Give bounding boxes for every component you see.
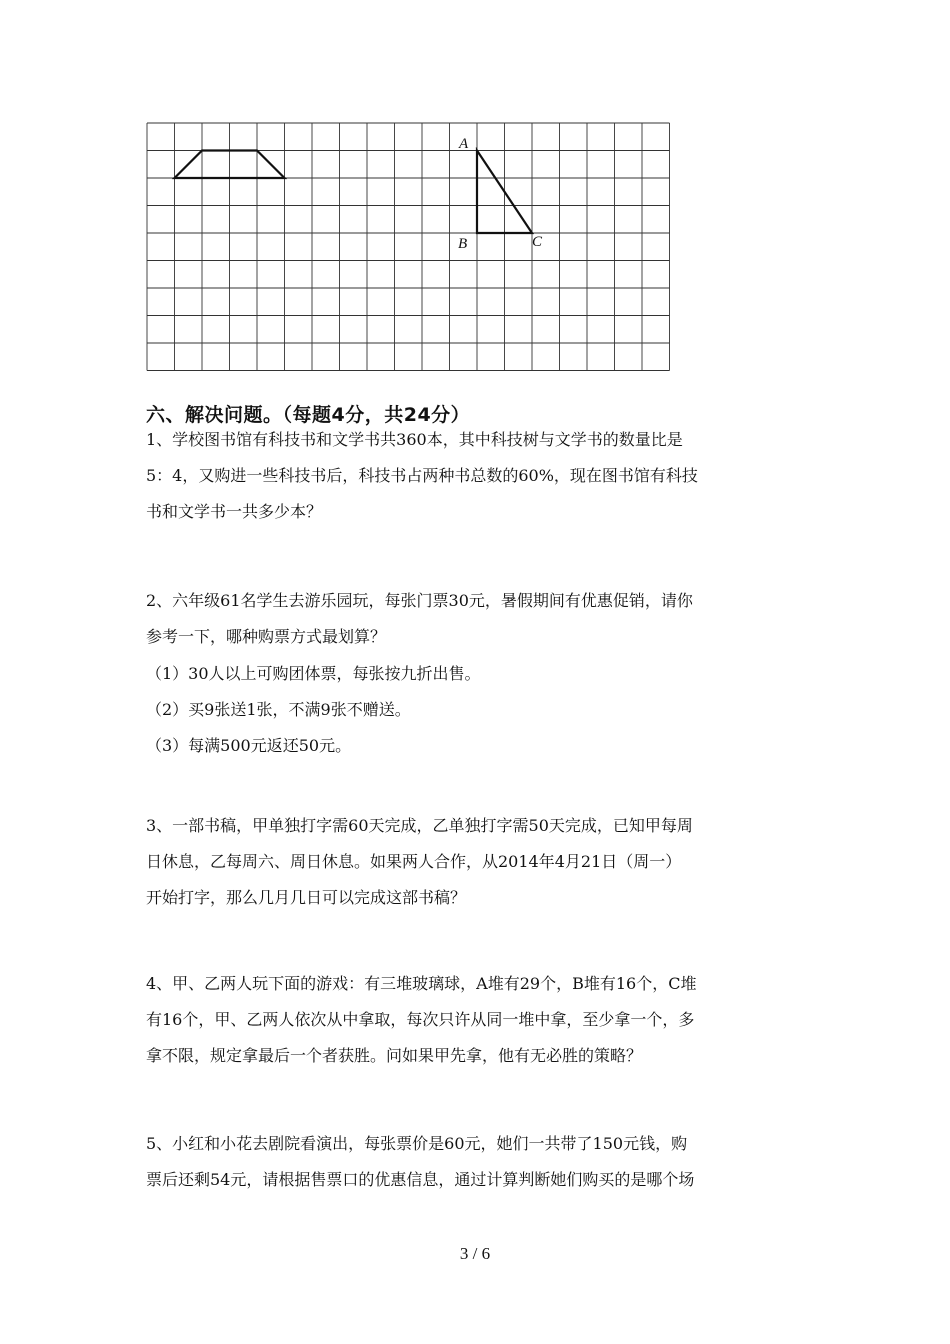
- grid-lines: [147, 123, 670, 371]
- question-1-line-1: 1、学校图书馆有科技书和文学书共360本，其中科技树与文学书的数量比是: [146, 430, 683, 449]
- question-2-line-2: 参考一下，哪种购票方式最划算？: [146, 627, 387, 646]
- question-2-option-1: （1）30人以上可购团体票，每张按九折出售。: [146, 664, 481, 683]
- vertex-label-c: C: [532, 234, 543, 250]
- page-number: 3 / 6: [459, 1244, 491, 1263]
- question-3-line-3: 开始打字，那么几月几日可以完成这部书稿？: [146, 888, 467, 907]
- section-title: 六、解决问题。（每题4分，共24分）: [146, 404, 471, 426]
- question-4-line-3: 拿不限，规定拿最后一个者获胜。问如果甲先拿，他有无必胜的策略？: [146, 1046, 643, 1065]
- question-1-line-3: 书和文学书一共多少本？: [146, 502, 323, 521]
- question-1: [146, 422, 806, 530]
- question-5: [146, 1126, 806, 1198]
- grid-figure: [140, 118, 670, 380]
- question-2-option-3: （3）每满500元返还50元。: [146, 736, 352, 755]
- vertex-label-a: A: [459, 136, 469, 152]
- question-4: [146, 966, 806, 1074]
- question-2-line-1: 2、六年级61名学生去游乐园玩，每张门票30元，暑假期间有优惠促销，请你: [146, 591, 693, 610]
- question-1-line-2: 5：4，又购进一些科技书后，科技书占两种书总数的60%，现在图书馆有科技: [146, 466, 698, 485]
- question-3: [146, 808, 806, 916]
- question-2-option-2: （2）买9张送1张，不满9张不赠送。: [146, 700, 411, 719]
- question-5-line-1: 5、小红和小花去剧院看演出，每张票价是60元，她们一共带了150元钱，购: [146, 1134, 688, 1153]
- question-4-line-1: 4、甲、乙两人玩下面的游戏：有三堆玻璃球，A堆有29个，B堆有16个，C堆: [146, 974, 697, 993]
- question-3-line-2: 日休息，乙每周六、周日休息。如果两人合作，从2014年4月21日（周一）: [146, 852, 682, 871]
- question-5-line-2: 票后还剩54元，请根据售票口的优惠信息，通过计算判断她们购买的是哪个场: [146, 1170, 695, 1189]
- vertex-label-b: B: [458, 236, 468, 252]
- question-4-line-2: 有16个，甲、乙两人依次从中拿取，每次只许从同一堆中拿，至少拿一个，多: [146, 1010, 695, 1029]
- question-2: [146, 583, 806, 655]
- question-3-line-1: 3、一部书稿，甲单独打字需60天完成，乙单独打字需50天完成，已知甲每周: [146, 816, 693, 835]
